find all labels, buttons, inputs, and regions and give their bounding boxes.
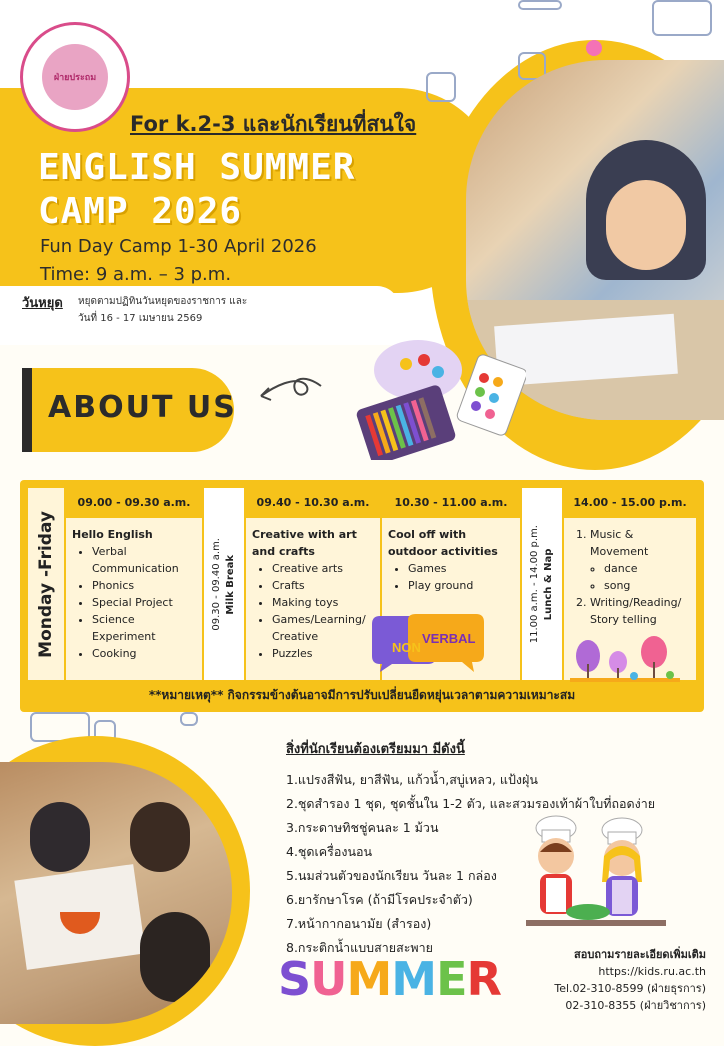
badge-right-text: VERBAL	[422, 631, 476, 646]
col1-body	[66, 518, 202, 680]
list-item: 6.ยารักษาโรค (ถ้ามีโรคประจำตัว)	[286, 892, 473, 907]
about-title: ABOUT US	[48, 390, 237, 425]
list-item: 1.แปรงสีฟัน, ยาสีฟัน, แก้วน้ำ,สบู่เหลว, แป้งฝุ่น	[286, 772, 538, 787]
schedule-note: **หมายเหตุ** กิจกรรมข้างต้นอาจมีการปรับเปลี่ยนยืดหยุ่นเวลาตามความเหมาะสม	[148, 687, 576, 702]
list-item: ◦ dance	[604, 560, 690, 577]
list-item: 8.กระติกน้ำแบบสายสะพาย	[286, 940, 433, 955]
list-item: • Making toys	[272, 594, 374, 611]
list-item: • Science Experiment	[92, 611, 196, 645]
contact-url[interactable]: https://kids.ru.ac.th	[598, 965, 706, 978]
milk-break-time: 09.30 - 09.40 a.m.	[211, 537, 222, 631]
target-audience: For k.2-3 และนักเรียนที่สนใจ	[130, 112, 417, 136]
list-item: • Crafts	[272, 577, 374, 594]
logo-text: ฝ่ายประถม	[53, 73, 97, 83]
list-item: • Games	[408, 560, 514, 577]
col2-body	[246, 518, 380, 680]
list-item: • Play ground	[408, 577, 514, 594]
square-decor	[426, 72, 456, 102]
summer-word-art: SUMMER	[278, 952, 501, 1006]
badge-left-text: NON	[392, 640, 421, 655]
non-verbal-badge	[368, 612, 486, 674]
milk-break-label: Milk Break	[225, 554, 236, 614]
col3-time: 10.30 - 11.00 a.m.	[382, 488, 520, 516]
milk-break-cell	[204, 488, 244, 680]
square-decor	[518, 0, 562, 10]
camp-time: Time: 9 a.m. – 3 p.m.	[40, 264, 232, 285]
lunch-time: 11.00 a.m. - 14.00 p.m.	[529, 524, 540, 644]
list-item: 7.หน้ากากอนามัย (สำรอง)	[286, 916, 432, 931]
list-item: 5.นมส่วนตัวของนักเรียน วันละ 1 กล่อง	[286, 868, 497, 883]
square-decor	[180, 712, 198, 726]
col4-body	[564, 518, 696, 680]
square-decor	[652, 0, 712, 36]
col2-time: 09.40 - 10.30 a.m.	[246, 488, 380, 516]
col2-title: Creative with art and crafts	[252, 528, 357, 558]
col4-time: 14.00 - 15.00 p.m.	[564, 488, 696, 516]
holiday-line-2: วันที่ 16 - 17 เมษายน 2569	[78, 313, 203, 324]
contact-block	[554, 946, 706, 1014]
list-item: ◦ song	[604, 577, 690, 594]
school-logo	[20, 22, 130, 132]
col1-title: Hello English	[72, 528, 153, 541]
contact-title: สอบถามรายละเอียดเพิ่มเติม	[574, 948, 706, 961]
bring-heading: สิ่งที่นักเรียนต้องเตรียมมา มีดังนี้	[286, 742, 465, 757]
list-item: • Cooking	[92, 645, 196, 662]
list-item: 2.ชุดสำรอง 1 ชุด, ชุดชั้นใน 1-2 ตัว, และสวมรองเท้าผ้าใบที่ถอดง่าย	[286, 796, 656, 811]
curly-arrow-icon	[255, 372, 325, 412]
holiday-label: วันหยุด	[22, 296, 63, 311]
days-label: Monday -Friday	[36, 510, 56, 658]
title-line-2: CAMP 2026	[38, 191, 243, 232]
holiday-line-1: หยุดตามปฏิทินวันหยุดของราชการ และ	[78, 296, 248, 307]
list-item: 1. Music & Movement ◦ dance ◦ song	[590, 526, 690, 594]
list-item: • Verbal Communication	[92, 543, 196, 577]
contact-tel-2: 02-310-8355 (ฝ่ายวิชาการ)	[565, 999, 706, 1012]
contact-tel-1: Tel.02-310-8599 (ฝ่ายธุรการ)	[554, 982, 706, 995]
list-item: • Games/Learning/ Creative	[272, 611, 374, 645]
list-item: • Creative arts	[272, 560, 374, 577]
art-supplies-icon	[356, 330, 526, 460]
list-item: 4.ชุดเครื่องนอน	[286, 844, 373, 859]
page-title	[38, 146, 355, 234]
pink-dot-decor	[586, 40, 602, 56]
trees-icon	[570, 634, 680, 684]
kid-chefs-illustration	[520, 812, 670, 940]
title-line-1: ENGLISH SUMMER	[38, 147, 356, 188]
lunch-label: Lunch & Nap	[543, 548, 554, 620]
col1-time: 09.00 - 09.30 a.m.	[66, 488, 202, 516]
col3-title: Cool off with outdoor activities	[388, 528, 498, 558]
list-item: • Phonics	[92, 577, 196, 594]
lunch-nap-cell	[522, 488, 562, 680]
list-item: 3.กระดาษทิชชู่คนละ 1 ม้วน	[286, 820, 439, 835]
about-bar-accent	[22, 368, 32, 452]
list-item: • Puzzles	[272, 645, 374, 662]
camp-dates: Fun Day Camp 1-30 April 2026	[40, 236, 317, 257]
list-item: 2. Writing/Reading/ Story telling	[590, 594, 690, 628]
list-item: • Special Project	[92, 594, 196, 611]
days-label-cell	[28, 488, 64, 680]
